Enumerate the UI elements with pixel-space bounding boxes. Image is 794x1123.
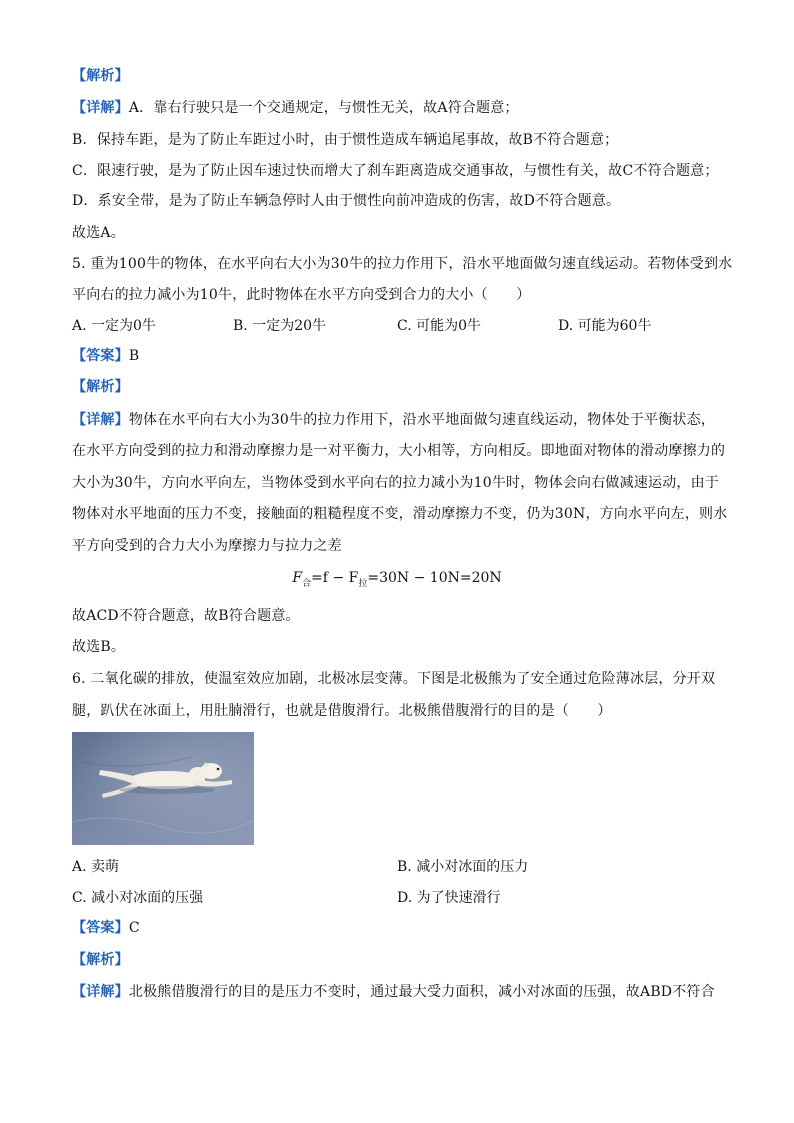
formula-sub-he: 合 (302, 578, 312, 589)
q5-detail-line-2: 在水平方向受到的拉力和滑动摩擦力是一对平衡力，大小相等，方向相反。即地面对物体的滑动摩擦力的 (72, 443, 726, 459)
choice-line: 故选A。 (72, 225, 125, 241)
q5-detail-tag: 【详解】 (72, 412, 129, 428)
q6-analysis-heading (72, 950, 129, 970)
q5-stem-line-1: 5. 重为100牛的物体，在水平向右大小为30牛的拉力作用下，沿水平地面做匀速直线运动。若物体受到水 (72, 256, 733, 272)
q5-option-a: A. 一定为0牛 (72, 318, 156, 334)
detail-text-a: A．靠右行驶只是一个交通规定，与惯性无关，故A符合题意； (128, 100, 519, 116)
q6-detail-text-1: 北极熊借腹滑行的目的是压力不变时，通过最大受力面积，减小对冰面的压强，故ABD不符合 (128, 984, 715, 1000)
q6-analysis-tag: 【解析】 (72, 952, 129, 968)
detail-line-d: D．系安全带，是为了防止车辆急停时人由于惯性向前冲造成的伤害，故D不符合题意。 (72, 193, 621, 209)
formula-rest: =30N − 10N=20N (367, 570, 502, 586)
q6-option-a: A. 卖萌 (72, 859, 120, 875)
q5-detail-line-4: 物体对水平地面的压力不变，接触面的粗糙程度不变，滑动摩擦力不变，仍为30N，方向水平向左，则水 (72, 506, 728, 522)
q6-option-d: D. 为了快速滑行 (397, 890, 501, 906)
formula-sub-la: 拉 (358, 578, 368, 589)
q6-answer-tag: 【答案】 (72, 920, 129, 936)
q5-conclusion-1: 故ACD不符合题意，故B符合题意。 (72, 608, 300, 624)
q6-detail-line-1 (72, 982, 715, 1002)
q6-stem-line-2: 腿，趴伏在冰面上，用肚腩滑行，也就是借腹滑行。北极熊借腹滑行的目的是（ ） (72, 703, 612, 719)
q5-analysis-tag: 【解析】 (72, 379, 129, 395)
detail-line-c: C．限速行驶，是为了防止因车速过快而增大了刹车距离造成交通事故，与惯性有关，故C不符合题意； (72, 163, 719, 179)
q5-conclusion-2: 故选B。 (72, 639, 126, 655)
detail-tag: 【详解】 (72, 100, 129, 116)
q5-detail-text-1: 物体在水平向右大小为30牛的拉力作用下，沿水平地面做匀速直线运动，物体处于平衡状态， (128, 412, 716, 428)
q6-answer-value: C (128, 920, 140, 936)
formula-mid: =f − F (311, 570, 359, 586)
q5-detail-line-1 (72, 410, 715, 430)
analysis-tag: 【解析】 (72, 68, 129, 84)
q5-stem-line-2: 平向右的拉力减小为10牛，此时物体在水平方向受到合力的大小（ ） (72, 287, 531, 303)
q5-option-b: B. 一定为20牛 (233, 318, 327, 334)
detail-line-a (72, 98, 519, 118)
q5-analysis-heading (72, 377, 129, 397)
detail-line-b: B．保持车距，是为了防止车距过小时，由于惯性造成车辆追尾事故，故B不符合题意； (72, 132, 619, 148)
q6-detail-tag: 【详解】 (72, 984, 129, 1000)
q6-answer (72, 918, 140, 938)
q5-option-d: D. 可能为60牛 (558, 318, 652, 334)
q5-option-c: C. 可能为0牛 (397, 318, 482, 334)
q5-detail-line-3: 大小为30牛，方向水平向左，当物体受到水平向右的拉力减小为10牛时，物体会向右做减速运动，由于 (72, 475, 720, 491)
q5-detail-line-5: 平方向受到的合力大小为摩擦力与拉力之差 (72, 538, 342, 554)
q6-option-c: C. 减小对冰面的压强 (72, 890, 204, 906)
q5-answer-tag: 【答案】 (72, 348, 129, 364)
q5-answer (72, 346, 139, 366)
formula-f: F (292, 570, 303, 586)
q6-stem-line-1: 6. 二氧化碳的排放，使温室效应加剧，北极冰层变薄。下图是北极熊为了安全通过危险薄冰层，分开双 (72, 671, 716, 687)
q6-option-b: B. 减小对冰面的压力 (397, 859, 529, 875)
polar-bear-photo (72, 732, 254, 845)
q5-answer-value: B (128, 348, 140, 364)
q5-formula (0, 568, 794, 594)
analysis-heading (72, 66, 129, 86)
